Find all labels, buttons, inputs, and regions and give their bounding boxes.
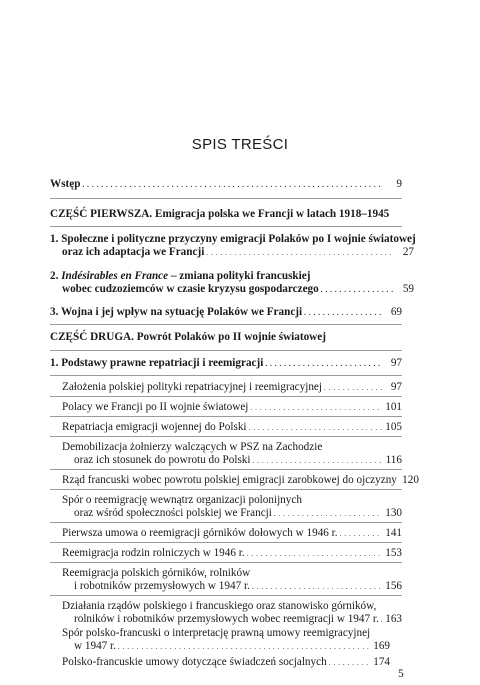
- entry-label-line1: Spór polsko-francuski o interpretację prawną umowy reemigracyjnej: [62, 627, 371, 639]
- toc-entry[interactable]: [50, 306, 402, 320]
- entry-label: Wstęp: [50, 178, 81, 190]
- entry-label-line2: oraz wśród społeczności polskiej we Francji: [74, 507, 272, 519]
- separator: [50, 522, 402, 523]
- toc-subentry[interactable]: [50, 421, 402, 435]
- entry-label: Reemigracja rodzin rolniczych w 1946 r.: [62, 547, 245, 559]
- entry-label: Polacy we Francji po II wojnie światowej: [62, 401, 249, 413]
- entry-label: Pierwsza umowa o reemigracji górników dołowych w 1946 r.: [62, 527, 338, 539]
- toc-subentry[interactable]: [50, 656, 390, 670]
- entry-prefix: 2.: [50, 270, 62, 282]
- entry-label: Repatriacja emigracji wojennej do Polski: [62, 421, 247, 433]
- entry-page: 97: [390, 381, 402, 393]
- leader-dots: [252, 580, 382, 594]
- entry-italic-title: Indésirables en France: [61, 270, 169, 282]
- part1-heading: CZĘŚĆ PIERWSZA. Emigracja polska we Francji w latach 1918–1945: [50, 208, 390, 220]
- toc-title: SPIS TREŚCI: [191, 136, 289, 153]
- leader-dots: [249, 421, 382, 435]
- leader-dots: [340, 527, 382, 541]
- entry-label-line1: Spór o reemigrację wewnątrz organizacji polonijnych: [62, 494, 302, 506]
- separator: [50, 595, 402, 596]
- entry-page: 130: [385, 507, 402, 519]
- toc-entry[interactable]: [50, 233, 416, 260]
- toc-subentry[interactable]: [50, 527, 402, 541]
- toc-entry[interactable]: [50, 270, 414, 297]
- entry-label-line1: Reemigracja polskich górników, rolników: [62, 567, 251, 579]
- entry-label-line2: oraz ich adaptacja we Francji: [62, 246, 205, 258]
- separator: [50, 226, 402, 227]
- entry-label-line2: w 1947 r.: [74, 640, 116, 652]
- entry-label: Polsko-francuskie umowy dotyczące świadczeń socjalnych: [62, 656, 327, 668]
- entry-page: 174: [373, 656, 390, 668]
- entry-page: 116: [385, 454, 402, 466]
- entry-page: 97: [390, 357, 402, 369]
- part2-heading: CZĘŚĆ DRUGA. Powrót Polaków po II wojnie światowej: [50, 331, 326, 343]
- separator: [50, 324, 402, 325]
- leader-dots: [206, 246, 394, 260]
- toc-subentry[interactable]: [50, 441, 402, 468]
- entry-label-line2: wobec cudzoziemców w czasie kryzysu gospodarczego: [62, 283, 319, 295]
- entry-page: 69: [390, 306, 402, 318]
- separator: [50, 416, 402, 417]
- entry-page: 9: [396, 178, 402, 190]
- toc-chapter[interactable]: [50, 357, 402, 371]
- separator: [50, 469, 402, 470]
- entry-label: Założenia polskiej polityki repatriacyjnej i reemigracyjnej: [62, 381, 323, 393]
- chapter-label: 1. Podstawy prawne repatriacji i reemigracji: [50, 357, 264, 369]
- separator: [50, 489, 402, 490]
- entry-page: 120: [402, 474, 419, 486]
- entry-page: 169: [373, 640, 390, 652]
- page-number: 5: [398, 668, 404, 680]
- entry-label: 3. Wojna i jej wpływ na sytuację Polaków we Francji: [50, 306, 303, 318]
- toc-subentry[interactable]: [50, 401, 402, 415]
- leader-dots: [321, 283, 394, 297]
- leader-dots: [253, 454, 383, 468]
- entry-page: 105: [385, 421, 402, 433]
- toc-subentry[interactable]: [50, 627, 402, 640]
- separator: [50, 198, 402, 199]
- toc-subentry-tail[interactable]: [50, 640, 390, 654]
- toc-subentry[interactable]: [50, 381, 402, 395]
- leader-dots: [304, 306, 382, 320]
- entry-label-line1: Demobilizacja żołnierzy walczących w PSZ na Zachodzie: [62, 441, 323, 453]
- leader-dots: [250, 401, 382, 415]
- entry-label-line2: oraz ich stosunek do powrotu do Polski: [74, 454, 251, 466]
- separator: [50, 396, 402, 397]
- entry-page: 101: [385, 401, 402, 413]
- separator: [50, 436, 402, 437]
- entry-label-line1: Działania rządów polskiego i francuskiego oraz stanowisko górników,: [62, 600, 377, 612]
- leader-dots: [118, 640, 370, 654]
- leader-dots: [274, 507, 382, 521]
- separator: [50, 350, 402, 351]
- entry-page: 59: [402, 283, 414, 295]
- toc-subentry[interactable]: [50, 494, 402, 521]
- leader-dots: [82, 178, 382, 192]
- toc-subentry[interactable]: [50, 567, 402, 594]
- entry-page: 153: [385, 547, 402, 559]
- leader-dots: [324, 381, 382, 395]
- toc-subentry[interactable]: [50, 547, 402, 561]
- leader-dots: [265, 357, 382, 371]
- separator: [50, 375, 402, 376]
- separator: [50, 542, 402, 543]
- entry-page: 141: [385, 527, 402, 539]
- entry-label: Rząd francuski wobec powrotu polskiej emigracji zarobkowej do ojczyzny: [62, 474, 397, 486]
- leader-dots: [329, 656, 370, 670]
- entry-label-line2: i robotników przemysłowych w 1947 r.: [74, 580, 250, 592]
- separator: [50, 562, 402, 563]
- entry-page: 156: [385, 580, 402, 592]
- entry-label-rest: – zmiana polityki francuskiej: [168, 270, 311, 282]
- entry-label-line2: rolników i robotników przemysłowych wobec reemigracji w 1947 r.: [74, 613, 379, 625]
- entry-label-line1: 1. Społeczne i polityczne przyczyny emigracji Polaków po I wojnie światowej: [50, 233, 416, 245]
- leader-dots: [247, 547, 382, 561]
- entry-page: 163: [385, 613, 402, 625]
- entry-page: 27: [402, 246, 414, 258]
- toc-subentry[interactable]: [50, 474, 419, 488]
- leader-dots: [381, 613, 382, 627]
- toc-subentry[interactable]: [50, 600, 402, 627]
- toc-entry-wstep[interactable]: [50, 178, 402, 192]
